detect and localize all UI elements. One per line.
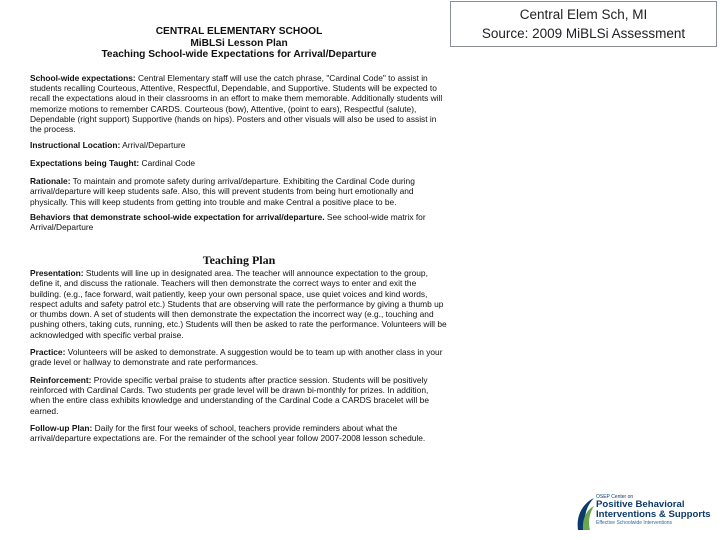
section-text: Arrival/Departure <box>120 139 186 150</box>
section-label: School-wide expectations: <box>30 72 136 83</box>
section-text: Daily for the first four weeks of school, teachers provide reminders about what the arrival/departure expectations are. For the remainder of the school year follow 2007-2008 lesson schedule. <box>30 422 426 444</box>
section-label: Presentation: <box>30 267 84 278</box>
section-text: Cardinal Code <box>139 157 196 168</box>
section-taught <box>30 158 448 168</box>
section-label: Behaviors that demonstrate school-wide expectation for arrival/departure. <box>30 212 325 223</box>
logo-top-text: OSEP Center on <box>596 494 634 500</box>
section-reinforcement <box>30 375 448 416</box>
lesson-plan-document <box>30 26 448 443</box>
section-location <box>30 140 448 150</box>
source-school: Central Elem Sch, MI <box>519 7 648 22</box>
logo-bottom-text: Effective Schoolwide Interventions <box>596 520 673 526</box>
plan-name: MiBLSi Lesson Plan <box>190 37 288 49</box>
section-label: Expectations being Taught: <box>30 157 140 168</box>
pbis-logo-text <box>596 494 711 526</box>
teaching-plan-title: Teaching Plan <box>202 252 276 267</box>
section-practice <box>30 347 448 368</box>
source-citation: Source: 2009 MiBLSi Assessment <box>481 26 686 41</box>
school-name: CENTRAL ELEMENTARY SCHOOL <box>155 26 323 37</box>
section-follow-up <box>30 423 448 444</box>
section-text: Provide specific verbal praise to students after practice session. Students will be positively reinforced with Cardinal Cards. Two students per grade level will be drawn bi-monthly for prizes. In addition, when the entire class exhibits knowledge and understanding of the Cardinal Code a CARDS bracelet will be earned. <box>30 374 429 416</box>
section-text: Students will line up in designated area. The teacher will announce expectation to the group, define it, and discuss the rationale. Teachers will then demonstrate the correct ways to enter and exit the building. (e.g., face forward, wait patiently, keep your own personal space, use quiet voices and kind words, respect adults and safety patrol etc.) Students that are observing will rate the performance by giving a thumb up or thumbs down. A set of students will then demonstrate the expectation the incorrect way (e.g., touching and pushing others, taking cuts, running, etc.) Students will then be asked to rate the performance. Volunteers will be acknowledged with specific verbal praise. <box>30 267 447 340</box>
section-text: Central Elementary staff will use the catch phrase, "Cardinal Code" to assist in students recalling Courteous, Attentive, Respectful, Dependable, and Supportive. Students will be expected to recall the expectations aloud in their classrooms in an effort to make them memorable. Additionally students will memorize motions to remember CARDS. Courteous (bow), Attentive, (point to ears), Respectful (salute), Dependable (right support) Supportive (hands on hips). Posters and other visuals will also be used to assist in the process. <box>30 72 443 135</box>
section-rationale <box>30 176 448 207</box>
section-label: Instructional Location: <box>30 139 121 150</box>
source-caption-box <box>450 1 717 47</box>
section-expectations <box>30 73 448 135</box>
section-label: Rationale: <box>30 176 71 187</box>
logo-title-line1: Positive Behavioral <box>596 499 685 510</box>
section-text: To maintain and promote safety during arrival/departure. Exhibiting the Cardinal Code during arrival/departure will keep students safe. Also, this will prevent students from being hurt emotionally and physically. This will keep students from getting into trouble and make Central a positive place to be. <box>30 176 415 207</box>
logo-title-line2: Interventions & Supports <box>596 509 711 520</box>
section-label: Reinforcement: <box>30 374 92 385</box>
section-text: Volunteers will be asked to demonstrate. A suggestion would be to team up with another class in your grade level or hallway to demonstrate and rate performances. <box>30 347 443 368</box>
section-behaviors <box>30 212 448 233</box>
plan-subtitle: Teaching School-wide Expectations for Arrival/Departure <box>101 49 377 61</box>
section-presentation <box>30 268 448 340</box>
document-header <box>30 26 448 61</box>
section-label: Practice: <box>30 347 66 358</box>
section-text: See school-wide matrix for Arrival/Departure <box>30 212 426 233</box>
pbis-logo <box>574 494 714 536</box>
section-label: Follow-up Plan: <box>30 422 93 433</box>
pbis-swoosh-icon <box>574 494 596 534</box>
